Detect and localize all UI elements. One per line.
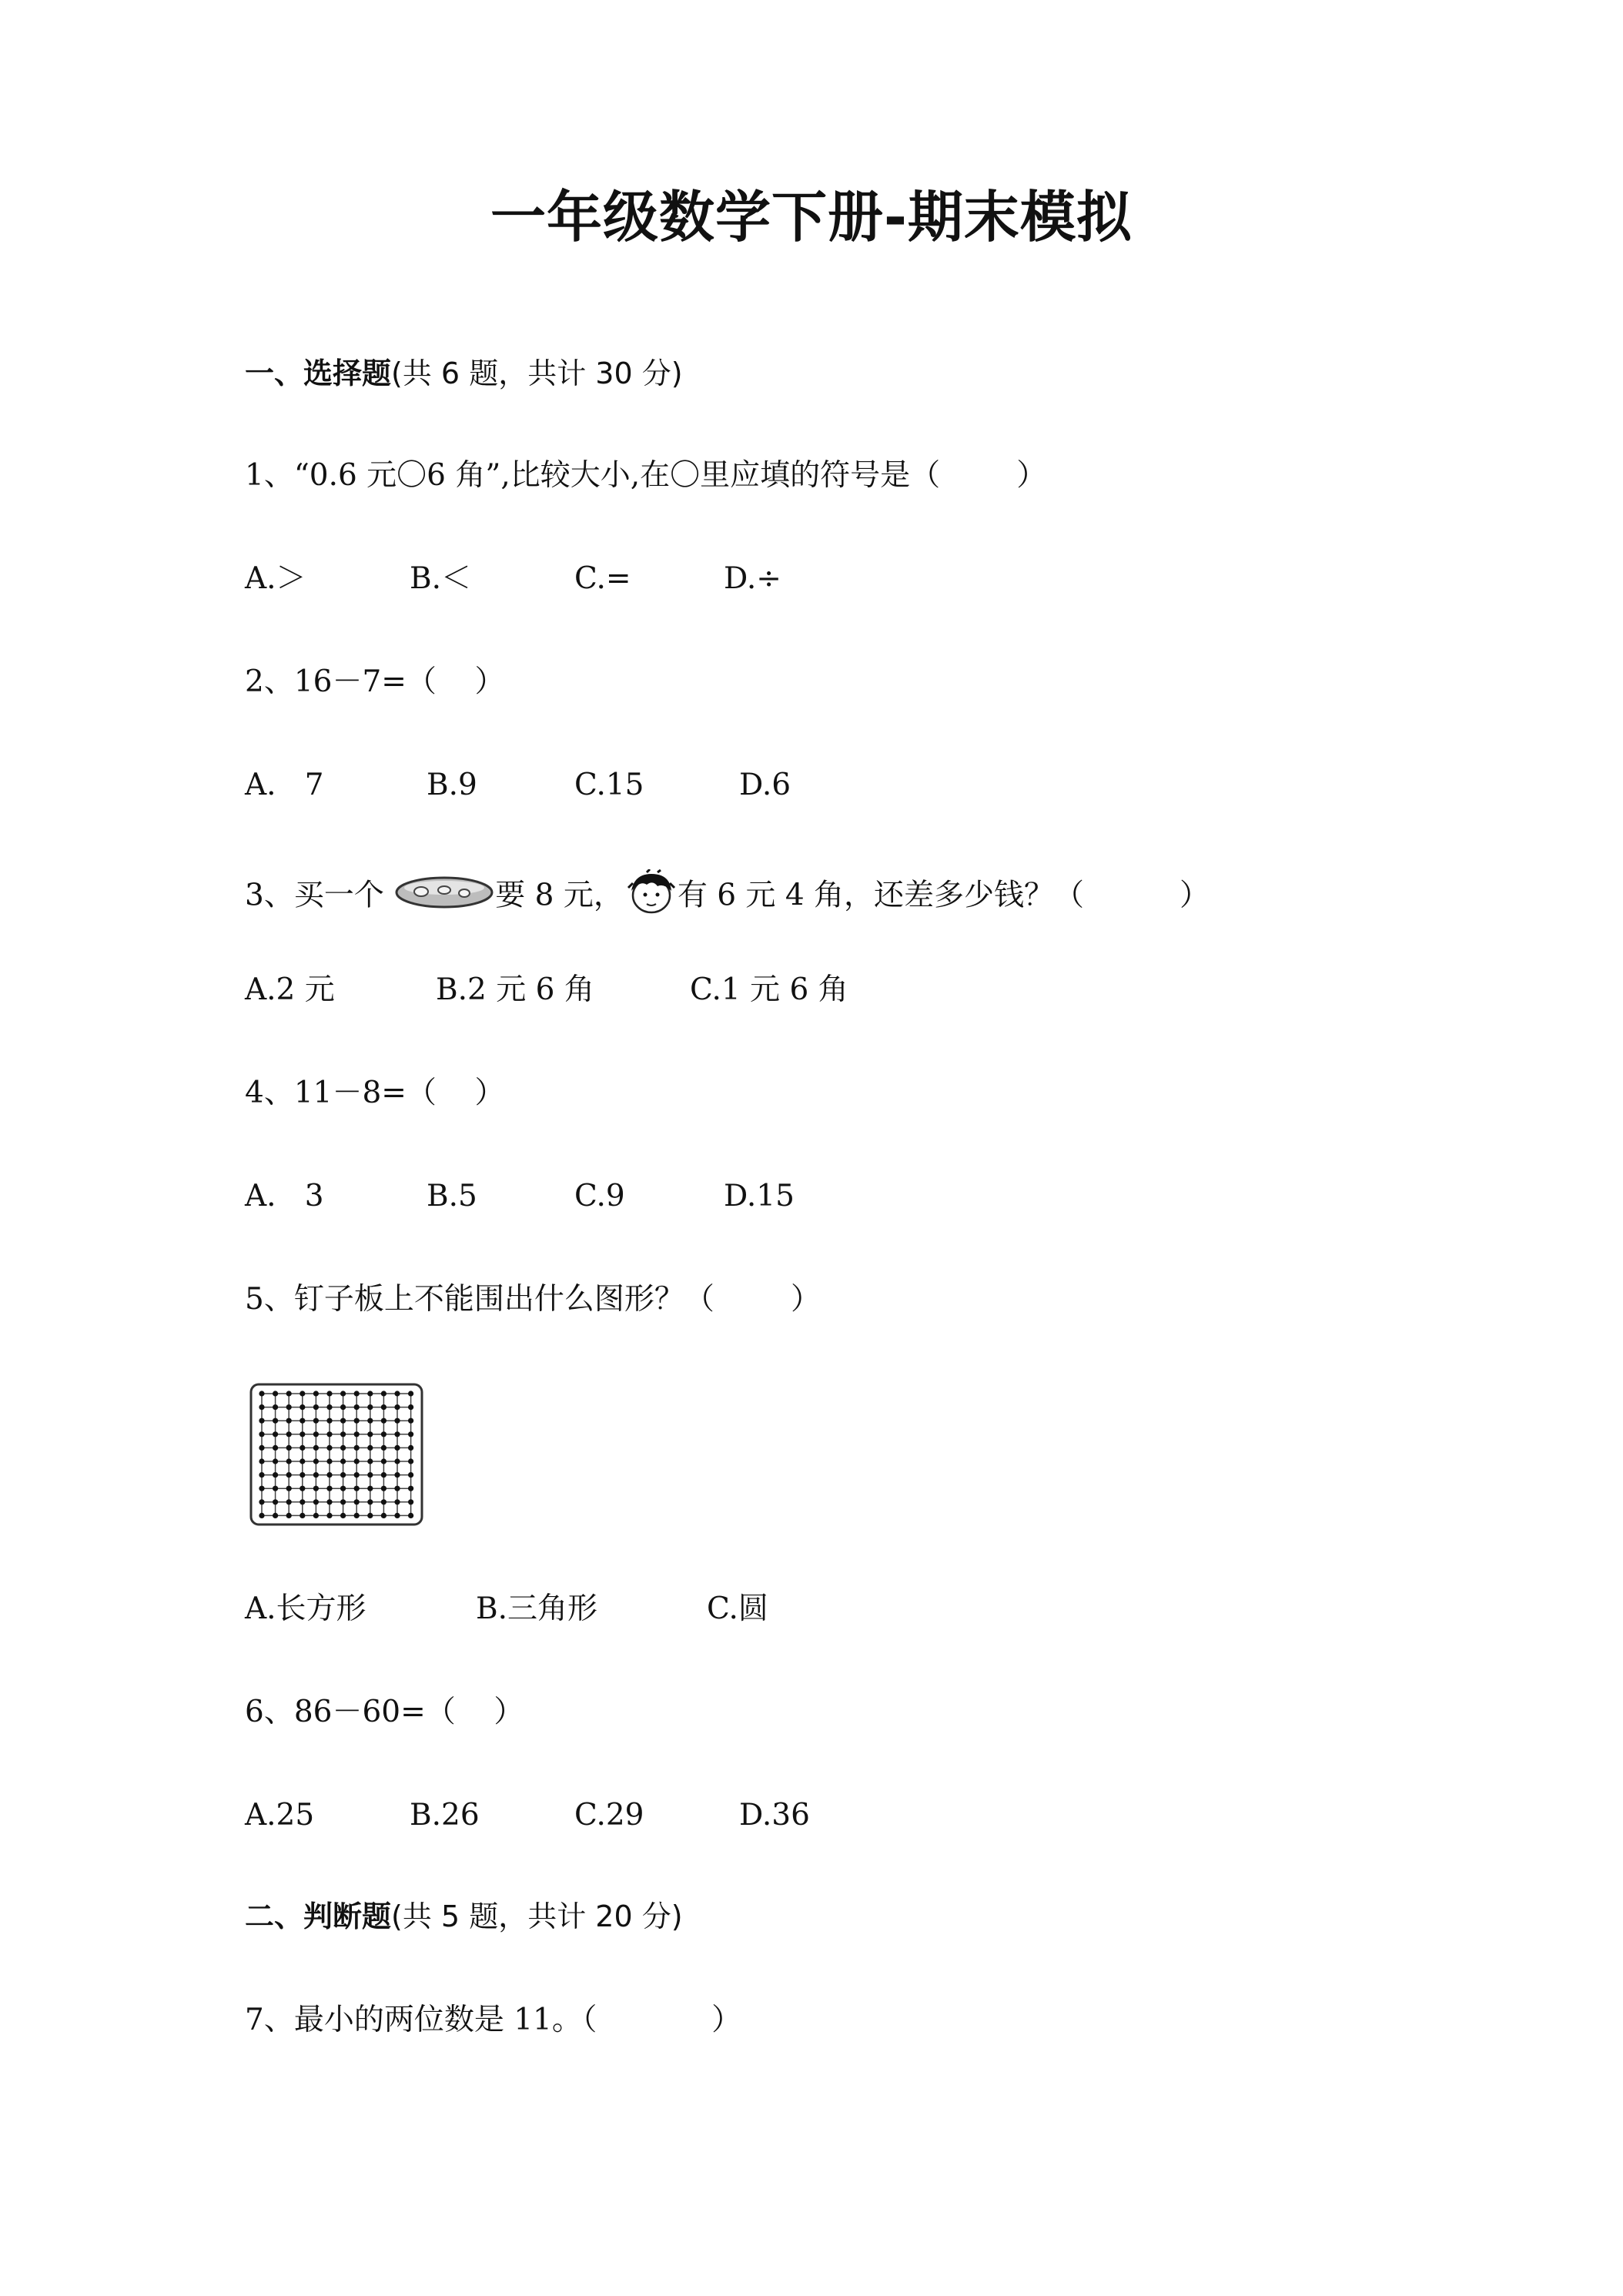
pegboard-nail [340,1391,346,1396]
option-a[interactable]: A.25 [245,1798,315,1832]
pegboard-nail [273,1499,278,1504]
pegboard-nail [259,1486,264,1491]
option-c[interactable]: C.= [574,561,631,596]
pegboard-nail [259,1513,264,1518]
pegboard-nail [408,1458,413,1464]
question-2-text: 2、16－7=（ ） [245,664,505,699]
option-c[interactable]: C.1 元 6 角 [690,972,848,1007]
pegboard-nail [394,1445,400,1451]
pegboard-nail [394,1486,400,1491]
pegboard-nail [286,1458,292,1464]
pegboard-nail [273,1404,278,1410]
question-3-text-a: 3、买一个 [245,878,394,913]
pegboard-nail [354,1499,360,1504]
pegboard-nail [394,1513,400,1518]
pegboard-nail [326,1391,332,1396]
pegboard-nail [340,1458,346,1464]
pegboard-nail [300,1418,305,1424]
pegboard-nail [381,1458,387,1464]
pegboard-nail [394,1418,400,1424]
pegboard-nail [340,1431,346,1437]
pegboard-nail [273,1458,278,1464]
question-4-text: 4、11－8=（ ） [245,1076,505,1110]
pegboard-nail [381,1472,387,1478]
pegboard-nail [313,1404,319,1410]
pegboard-nail [286,1472,292,1478]
pegboard-nail [313,1418,319,1424]
pegboard-nail [313,1513,319,1518]
pegboard-nail [340,1472,346,1478]
section-detail: (共 5 题，共计 20 分) [391,1899,683,1933]
pegboard-grid-icon [248,1381,425,1528]
option-d[interactable]: D.6 [739,768,791,802]
option-c[interactable]: C.9 [574,1179,625,1213]
pegboard-nail [367,1404,373,1410]
pegboard-nail [300,1391,305,1396]
pegboard-nail [408,1499,413,1504]
option-c[interactable]: C.15 [574,768,644,802]
option-b[interactable]: B.2 元 6 角 [436,972,594,1007]
pegboard-nail [354,1486,360,1491]
pegboard-nail [394,1499,400,1504]
pegboard-nail [408,1486,413,1491]
pegboard-nail [300,1458,305,1464]
pegboard-nail [367,1418,373,1424]
pegboard-nail [273,1391,278,1396]
pegboard-nail [381,1513,387,1518]
pegboard-nail [273,1486,278,1491]
pegboard-nail [286,1445,292,1451]
option-d[interactable]: D.15 [724,1179,795,1213]
pegboard-nail [286,1418,292,1424]
pegboard-nail [408,1513,413,1518]
option-b[interactable]: B.9 [427,768,477,802]
pegboard-nail [394,1404,400,1410]
pegboard-nail [367,1391,373,1396]
section-heading-judgement [245,1899,683,1933]
question-3-text-c: 有 6 元 4 角，还差多少钱？（ ） [677,878,1210,913]
pegboard-nail [273,1472,278,1478]
pegboard-nail [286,1391,292,1396]
question-7-text: 7、最小的两位数是 11。（ ） [245,2003,742,2037]
pegboard-nail [381,1445,387,1451]
pegboard-nail [259,1499,264,1504]
section-heading-choice [245,356,683,390]
pegboard-nail [394,1458,400,1464]
pegboard-nail [326,1418,332,1424]
pegboard-nail [394,1391,400,1396]
pegboard-nail [313,1431,319,1437]
pegboard-nail [367,1486,373,1491]
pegboard-nail [300,1404,305,1410]
pegboard-nail [340,1404,346,1410]
section-prefix: 一、 [245,356,304,390]
pegboard-nail [273,1445,278,1451]
pegboard-nail [273,1431,278,1437]
pegboard-nail [381,1431,387,1437]
pegboard-nail [354,1458,360,1464]
pegboard-nail [326,1458,332,1464]
pegboard-nail [259,1431,264,1437]
pegboard-nail [381,1486,387,1491]
question-3-text-b: 要 8 元， [495,878,624,913]
pegboard-nail [354,1404,360,1410]
pegboard-nail [259,1418,264,1424]
pegboard-nail [326,1499,332,1504]
pegboard-nail [259,1391,264,1396]
pegboard-nail [394,1472,400,1478]
pegboard-nail [313,1445,319,1451]
pegboard-nail [381,1418,387,1424]
question-6-text: 6、86－60=（ ） [245,1695,524,1729]
pegboard-nail [326,1486,332,1491]
bread-icon [393,875,495,915]
question-1-options [245,561,1400,601]
pegboard-nail [313,1391,319,1396]
pegboard-nail [354,1513,360,1518]
pegboard-nail [286,1431,292,1437]
pegboard-nail [300,1445,305,1451]
pegboard-nail [300,1486,305,1491]
pegboard-nail [300,1499,305,1504]
pegboard-nail [340,1445,346,1451]
pegboard-nail [381,1391,387,1396]
section-name: 选择题 [303,356,392,390]
pegboard-nail [313,1472,319,1478]
pegboard-nail [326,1431,332,1437]
pegboard-nail [326,1445,332,1451]
pegboard-nail [326,1472,332,1478]
pegboard-nail [408,1418,413,1424]
child-face-icon [624,869,678,921]
section-prefix: 二、 [245,1899,304,1933]
section-name: 判断题 [303,1899,392,1933]
pegboard-nail [340,1486,346,1491]
section-detail: (共 6 题，共计 30 分) [391,356,683,390]
pegboard-nail [300,1513,305,1518]
pegboard-nail [367,1458,373,1464]
pegboard-nail [313,1486,319,1491]
option-a[interactable]: A. 3 [245,1179,324,1213]
pegboard-nail [300,1472,305,1478]
option-b[interactable]: B.26 [410,1798,480,1832]
question-5-text: 5、钉子板上不能围出什么图形？（ ） [245,1282,821,1317]
pegboard-nail [273,1418,278,1424]
pegboard-nail [313,1499,319,1504]
question-5-options [245,1591,1400,1631]
pegboard-nail [408,1404,413,1410]
pegboard-nail [408,1431,413,1437]
pegboard-nail [286,1513,292,1518]
pegboard-nail [394,1431,400,1437]
pegboard-nail [408,1445,413,1451]
pegboard-nail [286,1404,292,1410]
pegboard-nail [367,1472,373,1478]
pegboard-nail [259,1458,264,1464]
pegboard-nail [259,1472,264,1478]
option-b[interactable]: B.三角形 [476,1591,598,1626]
pegboard-nail [340,1499,346,1504]
pegboard-nail [286,1486,292,1491]
option-a[interactable]: A.＞ [245,561,306,596]
question-3-text [245,872,1210,923]
option-a[interactable]: A.2 元 [245,972,335,1007]
question-6-options [245,1800,1400,1837]
option-b[interactable]: B.＜ [410,561,472,596]
option-d[interactable]: D.÷ [724,561,781,596]
pegboard-nail [340,1418,346,1424]
pegboard-nail [354,1472,360,1478]
option-a[interactable]: A. 7 [245,768,324,802]
pegboard-nail [408,1472,413,1478]
pegboard-nail [259,1404,264,1410]
pegboard-nail [340,1513,346,1518]
pegboard-nail [354,1391,360,1396]
question-2-options [245,770,1400,807]
question-3-options [245,972,1400,1012]
option-c[interactable]: C.圆 [707,1591,768,1626]
pegboard-nail [259,1445,264,1451]
pegboard-nail [273,1513,278,1518]
pegboard-nail [354,1431,360,1437]
option-a[interactable]: A.长方形 [245,1591,366,1626]
pegboard-nail [367,1445,373,1451]
pegboard-nail [367,1431,373,1437]
option-b[interactable]: B.5 [427,1179,477,1213]
option-c[interactable]: C.29 [574,1798,644,1832]
pegboard-nail [408,1391,413,1396]
pegboard-nail [354,1418,360,1424]
pegboard-nail [300,1431,305,1437]
pegboard-nail [381,1499,387,1504]
pegboard-nail [381,1404,387,1410]
question-4-options [245,1181,1400,1218]
pegboard-nail [313,1458,319,1464]
pegboard-nail [286,1499,292,1504]
pegboard-nail [326,1513,332,1518]
page-title: 一年级数学下册-期末模拟 [490,185,1133,249]
pegboard-nail [326,1404,332,1410]
option-d[interactable]: D.36 [739,1798,810,1832]
pegboard-nail [367,1499,373,1504]
pegboard-nail [367,1513,373,1518]
question-1-text: 1、“0.6 元〇6 角”,比较大小,在〇里应填的符号是（ ） [245,458,1047,493]
pegboard-nail [354,1445,360,1451]
